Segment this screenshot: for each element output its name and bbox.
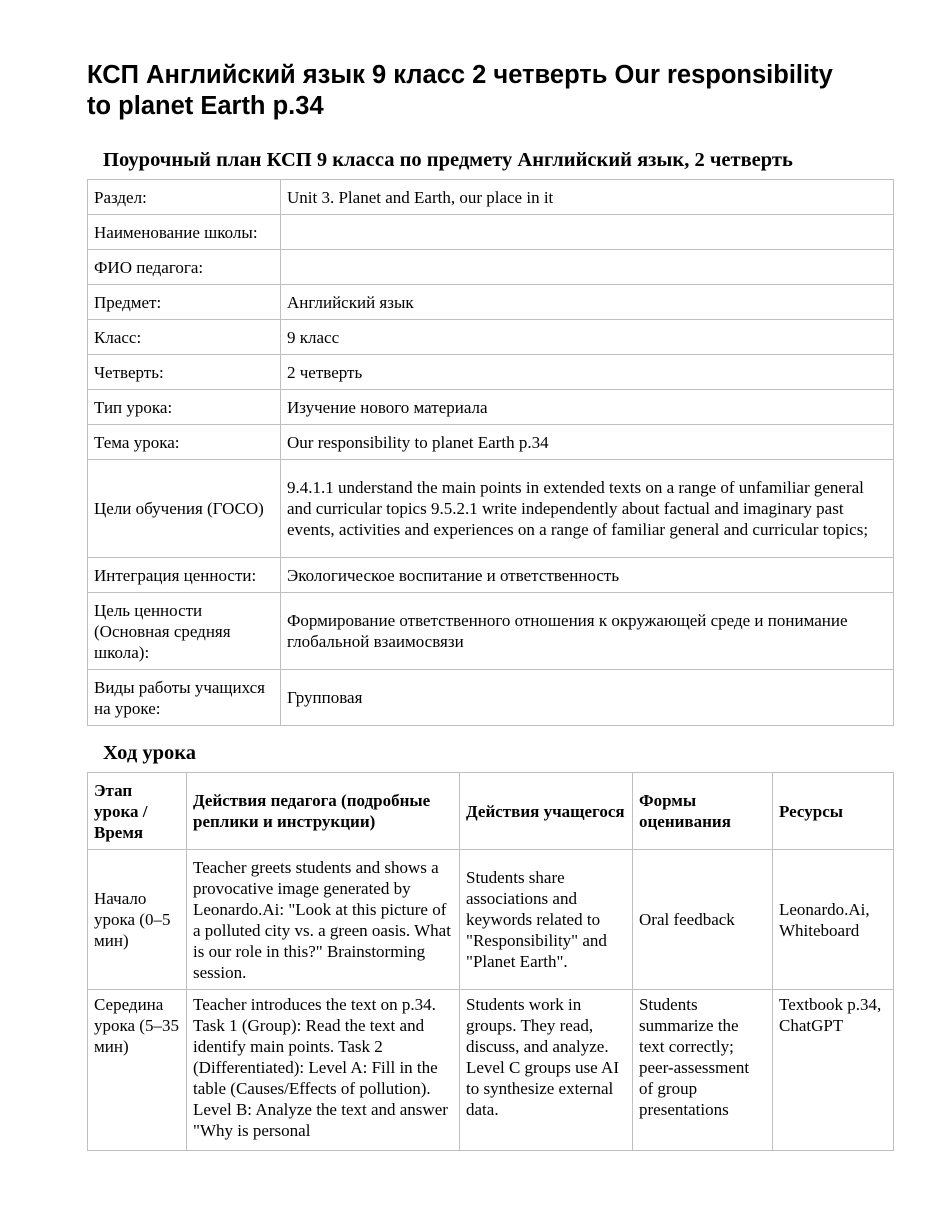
info-label: Тип урока: [88,390,281,425]
info-label: Наименование школы: [88,215,281,250]
column-header: Этап урока / Время [88,773,187,850]
student-actions-cell: Students share associations and keywords related to "Responsibility" and "Planet Earth". [460,850,633,990]
table-row [88,250,894,285]
table-row [88,990,894,1151]
info-label: Класс: [88,320,281,355]
info-label: Раздел: [88,180,281,215]
table-header-row [88,773,894,850]
info-label: Интеграция ценности: [88,558,281,593]
table-row [88,390,894,425]
table-row [88,355,894,390]
table-row [88,670,894,726]
info-value: Английский язык [281,285,894,320]
info-label: Четверть: [88,355,281,390]
info-value: Unit 3. Planet and Earth, our place in it [281,180,894,215]
table-row [88,425,894,460]
info-label: Цель ценности (Основная средняя школа): [88,593,281,670]
info-value: Экологическое воспитание и ответственность [281,558,894,593]
stage-cell: Начало урока (0–5 мин) [88,850,187,990]
column-header: Действия учащегося [460,773,633,850]
student-actions-cell: Students work in groups. They read, discuss, and analyze. Level C groups use AI to synthesize external data. [460,990,633,1151]
lesson-info-table [87,179,894,726]
info-label: Виды работы учащихся на уроке: [88,670,281,726]
table-row [88,558,894,593]
lesson-flow-heading: Ход урока [103,742,196,764]
info-label: Цели обучения (ГОСО) [88,460,281,558]
column-header: Действия педагога (подробные реплики и инструкции) [187,773,460,850]
table-row [88,285,894,320]
column-header: Ресурсы [773,773,894,850]
teacher-actions-cell: Teacher greets students and shows a provocative image generated by Leonardo.Ai: "Look at this picture of a polluted city vs. a green oasis. What is our role in this?" Brainstorming session. [187,850,460,990]
info-label: Предмет: [88,285,281,320]
info-value: 2 четверть [281,355,894,390]
resources-cell: Textbook p.34, ChatGPT [773,990,894,1151]
column-header: Формы оценивания [633,773,773,850]
table-row [88,215,894,250]
table-row [88,460,894,558]
teacher-actions-cell: Teacher introduces the text on p.34. Task 1 (Group): Read the text and identify main points. Task 2 (Differentiated): Level A: Fill in the table (Causes/Effects of pollution). Level B: Analyze the text and answer "Why is personal [187,990,460,1151]
info-value: Формирование ответственного отношения к окружающей среде и понимание глобальной взаимосвязи [281,593,894,670]
table-row [88,320,894,355]
info-label: ФИО педагога: [88,250,281,285]
info-value [281,250,894,285]
assessment-cell: Oral feedback [633,850,773,990]
table-row [88,593,894,670]
info-label: Тема урока: [88,425,281,460]
info-value: Изучение нового материала [281,390,894,425]
document-title: КСП Английский язык 9 класс 2 четверть Our responsibility to planet Earth p.34 [87,61,833,120]
lesson-flow-table [87,772,894,1151]
info-value [281,215,894,250]
stage-cell: Середина урока (5–35 мин) [88,990,187,1151]
table-row [88,180,894,215]
table-row [88,850,894,990]
info-value: 9 класс [281,320,894,355]
info-value: Our responsibility to planet Earth p.34 [281,425,894,460]
info-value: 9.4.1.1 understand the main points in extended texts on a range of unfamiliar general and curricular topics 9.5.2.1 write independently about factual and imaginary past events, activities and experiences on a range of familiar general and curricular topics; [281,460,894,558]
lesson-plan-heading: Поурочный план КСП 9 класса по предмету Английский язык, 2 четверть [103,149,793,171]
resources-cell: Leonardo.Ai, Whiteboard [773,850,894,990]
info-value: Групповая [281,670,894,726]
assessment-cell: Students summarize the text correctly; peer-assessment of group presentations [633,990,773,1151]
